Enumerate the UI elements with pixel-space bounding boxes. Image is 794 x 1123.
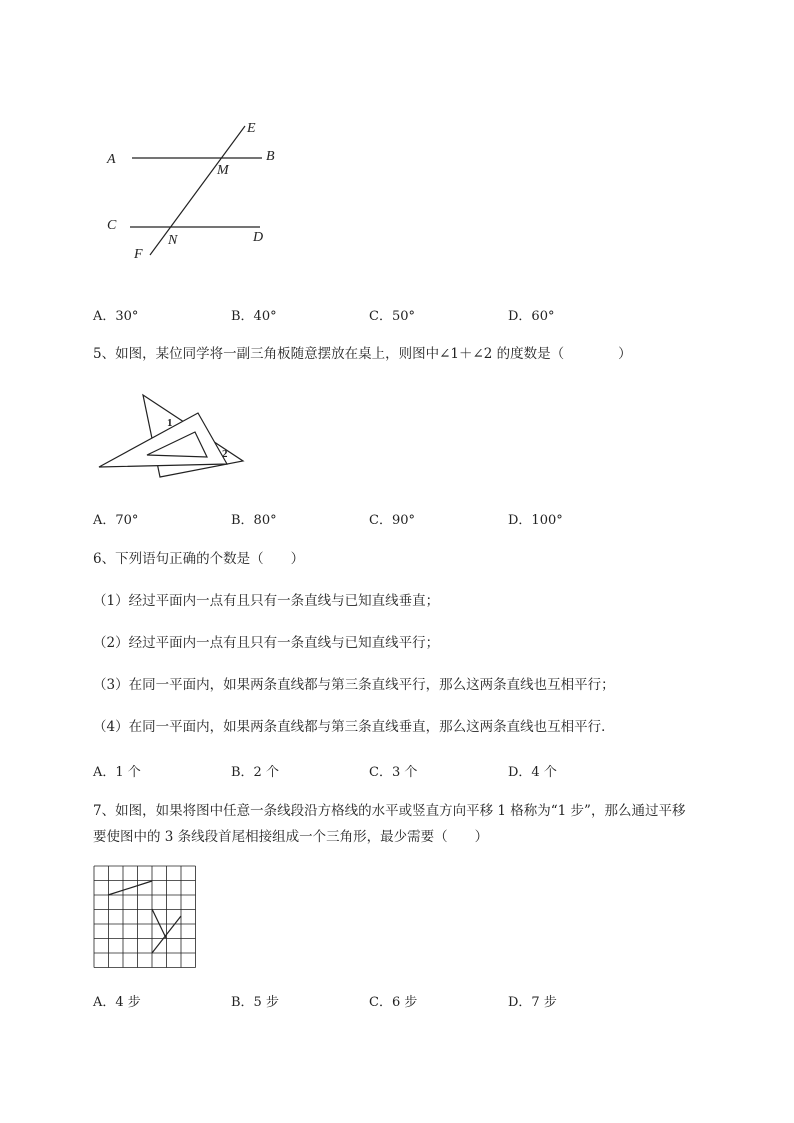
line-ef bbox=[150, 126, 245, 255]
q5-option-b[interactable]: B．80° bbox=[231, 513, 277, 528]
angle-label-2: 2 bbox=[222, 448, 228, 460]
label-e: E bbox=[247, 121, 256, 136]
label-a: A bbox=[107, 152, 116, 167]
angle-label-1: 1 bbox=[167, 417, 173, 429]
q6-option-c[interactable]: C．3 个 bbox=[369, 765, 418, 780]
segment-1 bbox=[108, 881, 152, 895]
label-n: N bbox=[168, 233, 178, 248]
q7-option-c[interactable]: C．6 步 bbox=[369, 995, 418, 1010]
label-b: B bbox=[266, 149, 275, 164]
q6-statement-1: （1）经过平面内一点有且只有一条直线与已知直线垂直； bbox=[93, 593, 440, 609]
label-m: M bbox=[217, 163, 229, 178]
label-c: C bbox=[107, 218, 117, 233]
q6-option-b[interactable]: B．2 个 bbox=[231, 765, 279, 780]
q4-option-b[interactable]: B．40° bbox=[231, 309, 277, 324]
q7-option-d[interactable]: D．7 步 bbox=[508, 995, 557, 1010]
q5-stem: 5、如图，某位同学将一副三角板随意摆放在桌上，则图中∠1＋∠2 的度数是（ ） bbox=[93, 346, 632, 362]
q5-figure bbox=[95, 390, 255, 485]
label-d: D bbox=[253, 230, 264, 245]
q6-statement-2: （2）经过平面内一点有且只有一条直线与已知直线平行； bbox=[93, 635, 440, 651]
q7-grid-figure bbox=[92, 864, 198, 970]
q6-statement-3: （3）在同一平面内，如果两条直线都与第三条直线平行，那么这两条直线也互相平行； bbox=[93, 677, 615, 693]
q4-figure bbox=[95, 115, 295, 265]
q5-option-d[interactable]: D．100° bbox=[508, 513, 563, 528]
q7-option-b[interactable]: B．5 步 bbox=[231, 995, 279, 1010]
q7-stem-line-1: 7、如图，如果将图中任意一条线段沿方格线的水平或竖直方向平移 1 格称为“1 步”，那么通过平移 bbox=[93, 803, 686, 819]
q7-option-a[interactable]: A．4 步 bbox=[93, 995, 141, 1010]
q4-option-a[interactable]: A．30° bbox=[93, 309, 139, 324]
segment-2 bbox=[152, 909, 166, 938]
q5-option-c[interactable]: C．90° bbox=[369, 513, 415, 528]
q4-option-d[interactable]: D．60° bbox=[508, 309, 555, 324]
q6-statement-4: （4）在同一平面内，如果两条直线都与第三条直线垂直，那么这两条直线也互相平行． bbox=[93, 719, 615, 735]
q5-option-a[interactable]: A．70° bbox=[93, 513, 139, 528]
q4-option-c[interactable]: C．50° bbox=[369, 309, 415, 324]
label-f: F bbox=[134, 247, 143, 262]
q7-stem-line-2: 要使图中的 3 条线段首尾相接组成一个三角形，最少需要（ ） bbox=[93, 829, 489, 845]
q6-option-a[interactable]: A．1 个 bbox=[93, 765, 141, 780]
q6-option-d[interactable]: D．4 个 bbox=[508, 765, 557, 780]
q6-stem: 6、下列语句正确的个数是（ ） bbox=[93, 551, 305, 567]
